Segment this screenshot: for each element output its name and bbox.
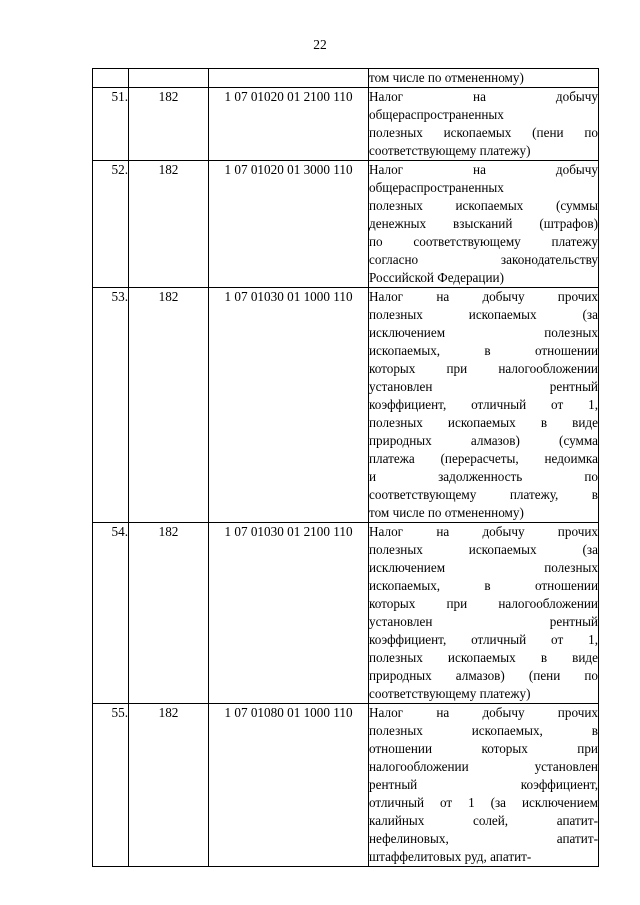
kbk-code-cell: 1 07 01080 01 1000 110 [209, 704, 369, 867]
revenue-name-line: Налог на добычу прочих [369, 524, 598, 539]
kbk-code-cell: 1 07 01020 01 2100 110 [209, 88, 369, 161]
table-row [93, 161, 599, 288]
revenue-name-line: том числе по отмененному) [369, 505, 524, 520]
revenue-name-line: Налог на добычу [369, 162, 598, 177]
revenue-name-line: полезных ископаемых (суммы [369, 198, 598, 213]
row-number-cell [93, 69, 129, 88]
kbk-code-cell [209, 69, 369, 88]
table-row [93, 69, 599, 88]
revenue-name-line: штаффелитовых руд, апатит- [369, 849, 532, 864]
revenue-name-line: Российской Федерации) [369, 270, 504, 285]
revenue-name-line: соответствующему платежу, в [369, 487, 598, 502]
kbk-code-cell: 1 07 01020 01 3000 110 [209, 161, 369, 288]
revenue-name-line: которых при налогообложении [369, 361, 598, 376]
kbk-table-body [93, 69, 599, 867]
table-row [93, 523, 599, 704]
revenue-name-line: ископаемых, в отношении [369, 578, 598, 593]
revenue-name-line: по соответствующему платежу [369, 234, 598, 249]
admin-code-cell: 182 [129, 288, 209, 523]
revenue-name-line: отличный от 1 (за исключением [369, 795, 598, 810]
admin-code-cell: 182 [129, 161, 209, 288]
row-number-cell: 52. [93, 161, 129, 288]
admin-code-cell: 182 [129, 704, 209, 867]
revenue-name-line: исключением полезных [369, 325, 598, 340]
revenue-name-line: согласно законодательству [369, 252, 598, 267]
table-row [93, 704, 599, 867]
revenue-name-cell [369, 69, 599, 88]
revenue-name-line: том числе по отмененному) [369, 70, 524, 85]
revenue-name-cell [369, 523, 599, 704]
page-number: 22 [313, 37, 327, 52]
revenue-name-line: полезных ископаемых (за [369, 542, 598, 557]
revenue-name-line: коэффициент, отличный от 1, [369, 397, 598, 412]
revenue-name-line: денежных взысканий (штрафов) [369, 216, 598, 231]
revenue-name-line: налогообложении установлен [369, 759, 598, 774]
revenue-name-line: полезных ископаемых в виде [369, 415, 598, 430]
kbk-table [92, 68, 599, 867]
revenue-name-line: отношении которых при [369, 741, 598, 756]
revenue-name-line: установлен рентный [369, 614, 598, 629]
revenue-name-line: рентный коэффициент, [369, 777, 598, 792]
admin-code-cell [129, 69, 209, 88]
revenue-name-cell [369, 288, 599, 523]
revenue-name-line: исключением полезных [369, 560, 598, 575]
kbk-code-cell: 1 07 01030 01 1000 110 [209, 288, 369, 523]
kbk-code-cell: 1 07 01030 01 2100 110 [209, 523, 369, 704]
revenue-name-line: нефелиновых, апатит- [369, 831, 598, 846]
revenue-name-line: коэффициент, отличный от 1, [369, 632, 598, 647]
revenue-name-line: установлен рентный [369, 379, 598, 394]
revenue-name-line: полезных ископаемых (пени по [369, 125, 598, 140]
revenue-name-line: платежа (перерасчеты, недоимка [369, 451, 598, 466]
revenue-name-line: ископаемых, в отношении [369, 343, 598, 358]
admin-code-cell: 182 [129, 88, 209, 161]
admin-code-cell: 182 [129, 523, 209, 704]
revenue-name-line: полезных ископаемых, в [369, 723, 598, 738]
revenue-name-cell [369, 161, 599, 288]
revenue-name-line: полезных ископаемых (за [369, 307, 598, 322]
revenue-name-line: полезных ископаемых в виде [369, 650, 598, 665]
row-number-cell: 54. [93, 523, 129, 704]
row-number-cell: 51. [93, 88, 129, 161]
revenue-name-line: Налог на добычу прочих [369, 705, 598, 720]
table-row [93, 88, 599, 161]
revenue-name-line: соответствующему платежу) [369, 686, 531, 701]
row-number-cell: 55. [93, 704, 129, 867]
revenue-name-line: и задолженность по [369, 469, 598, 484]
revenue-name-line: Налог на добычу [369, 89, 598, 104]
revenue-name-line: общераспространенных [369, 107, 504, 122]
revenue-name-line: калийных солей, апатит- [369, 813, 598, 828]
table-row [93, 288, 599, 523]
revenue-name-line: природных алмазов) (пени по [369, 668, 598, 683]
row-number-cell: 53. [93, 288, 129, 523]
revenue-name-line: природных алмазов) (сумма [369, 433, 598, 448]
revenue-name-line: общераспространенных [369, 180, 504, 195]
revenue-name-cell [369, 704, 599, 867]
revenue-name-cell [369, 88, 599, 161]
revenue-name-line: которых при налогообложении [369, 596, 598, 611]
revenue-name-line: соответствующему платежу) [369, 143, 531, 158]
revenue-name-line: Налог на добычу прочих [369, 289, 598, 304]
